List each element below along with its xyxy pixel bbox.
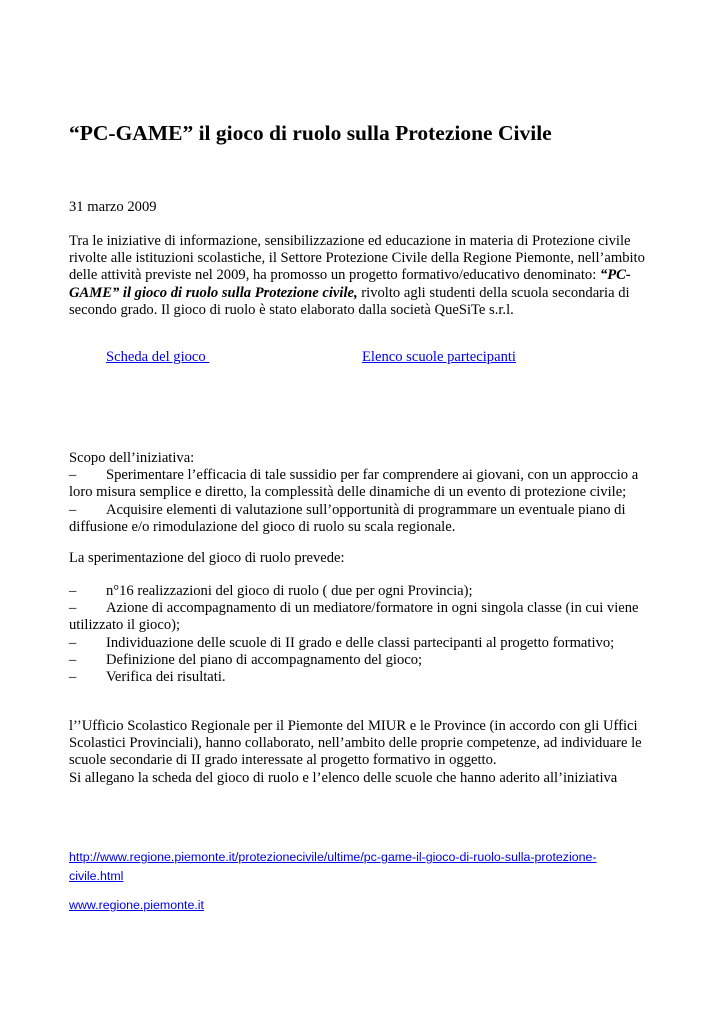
dash-bullet: – bbox=[69, 467, 77, 484]
dash-bullet: – bbox=[69, 600, 77, 617]
list-item-text: Individuazione delle scuole di II grado e delle classi partecipanti al progetto formativo; bbox=[106, 634, 615, 651]
intro-line: Tra le iniziative di informazione, sensibilizzazione ed educazione in materia di Protezione civile bbox=[69, 233, 631, 249]
intro-text: delle attività previste nel 2009, ha promosso un progetto formativo/educativo denominato: bbox=[69, 267, 600, 284]
list-item-text: n°16 realizzazioni del gioco di ruolo ( due per ogni Provincia); bbox=[106, 583, 473, 599]
list-item-text: Verifica dei risultati. bbox=[106, 669, 226, 686]
game-name-emphasis: “PC- bbox=[599, 267, 631, 284]
list-item-text: Azione di accompagnamento di un mediatore/formatore in ogni singola classe (in cui viene bbox=[106, 600, 639, 617]
scopo-item bbox=[69, 502, 644, 519]
scopo-item bbox=[69, 467, 644, 484]
ufficio-line: Si allegano la scheda del gioco di ruolo e l’elenco delle scuole che hanno aderito all’iniziativa bbox=[69, 769, 618, 786]
dash-bullet: – bbox=[69, 651, 77, 668]
scopo-item-continuation: diffusione e/o rimodulazione del gioco di ruolo su scala regionale. bbox=[69, 518, 456, 535]
document-date: 31 marzo 2009 bbox=[69, 199, 157, 215]
list-item bbox=[69, 600, 644, 617]
game-name-emphasis: GAME” il gioco di ruolo sulla Protezione civile, bbox=[69, 284, 358, 301]
ufficio-line: Scolastici Provinciali), hanno collaborato, nell’ambito delle proprie competenze, ad individuare le bbox=[69, 735, 642, 752]
activities-list bbox=[69, 583, 644, 686]
article-url-line[interactable]: civile.html bbox=[69, 869, 124, 883]
ufficio-paragraph bbox=[69, 718, 644, 787]
list-item bbox=[69, 652, 644, 669]
list-item bbox=[69, 583, 644, 600]
intro-line: rivolte alle istituzioni scolastiche, il Settore Protezione Civile della Regione Piemonte, nell’ambito bbox=[69, 250, 645, 267]
list-item-text: Definizione del piano di accompagnamento del gioco; bbox=[106, 651, 423, 668]
ufficio-line: l’’Ufficio Scolastico Regionale per il Piemonte del MIUR e le Province (in accordo con gli Uffici bbox=[69, 718, 638, 734]
dash-bullet: – bbox=[69, 669, 77, 686]
list-item-continuation: utilizzato il gioco); bbox=[69, 617, 181, 634]
prevede-paragraph: La sperimentazione del gioco di ruolo prevede: bbox=[69, 550, 345, 566]
list-item bbox=[69, 669, 644, 686]
scopo-heading: Scopo dell’iniziativa: bbox=[69, 450, 195, 466]
ufficio-line: scuole secondarie di II grado interessate al progetto formativo in oggetto. bbox=[69, 752, 497, 769]
article-url-link[interactable] bbox=[69, 848, 649, 886]
intro-text: rivolto agli studenti della scuola secondaria di bbox=[357, 284, 630, 301]
dash-bullet: – bbox=[69, 634, 77, 651]
list-item bbox=[69, 635, 644, 652]
intro-line bbox=[69, 285, 644, 302]
intro-paragraph bbox=[69, 233, 644, 319]
article-url-line[interactable]: http://www.regione.piemonte.it/protezionecivile/ultime/pc-game-il-gioco-di-ruolo-sulla-protezione- bbox=[69, 850, 597, 864]
regione-site-link[interactable]: www.regione.piemonte.it bbox=[69, 898, 204, 912]
intro-line bbox=[69, 267, 644, 284]
document-title: “PC-GAME” il gioco di ruolo sulla Protezione Civile bbox=[69, 121, 552, 145]
scopo-item-text: Sperimentare l’efficacia di tale sussidio per far comprendere ai giovani, con un approccio a bbox=[106, 467, 639, 484]
elenco-scuole-link[interactable]: Elenco scuole partecipanti bbox=[362, 349, 516, 365]
scheda-gioco-link[interactable]: Scheda del gioco bbox=[106, 349, 210, 365]
dash-bullet: – bbox=[69, 583, 77, 599]
scopo-section bbox=[69, 450, 644, 536]
scopo-item-text: Acquisire elementi di valutazione sull’opportunità di programmare un eventuale piano di bbox=[106, 501, 626, 518]
dash-bullet: – bbox=[69, 501, 77, 518]
scopo-item-continuation: loro misura semplice e diretto, la complessità delle dinamiche di un evento di protezione civile; bbox=[69, 484, 627, 501]
intro-line: secondo grado. Il gioco di ruolo è stato elaborato dalla società QueSiTe s.r.l. bbox=[69, 301, 514, 318]
